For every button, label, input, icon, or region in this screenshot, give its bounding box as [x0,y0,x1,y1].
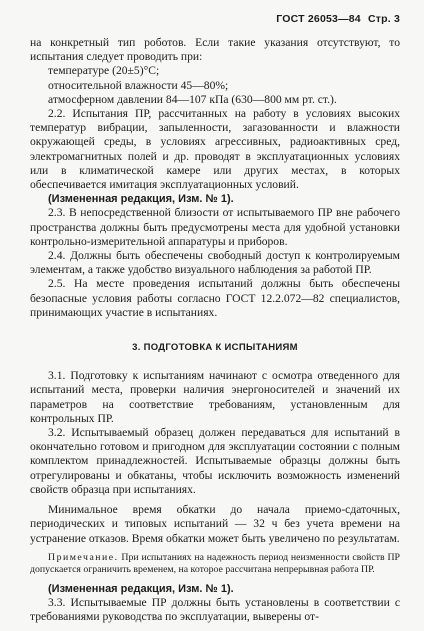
note-text: При испытаниях на надежность период неизменности свойств ПР допускается ограничить временем, на которое рассчитана непрерывная работа ПР. [30,551,400,575]
condition-temperature: температуре (20±5)°С; [48,64,160,78]
page-header [30,12,400,36]
note-label: Примечание. [48,551,119,563]
paragraph-2-2: 2.2. Испытания ПР, рассчитанных на работу в условиях высоких температур вибрации, запыленности, загазованности и влажности окружающей среды, в условиях агрессивных, радиоактивных сред, электромагнитных полей и др. проводят в эксплуатационных условиях или в климатической камере или других местах, в которых обеспечивается имитация эксплуатационных условий. [30,107,400,192]
section-title: 3. ПОДГОТОВКА К ИСПЫТАНИЯМ [132,342,298,354]
note [30,552,400,576]
paragraph-continuation: на конкретный тип роботов. Если такие указания отсутствуют, то испытания следует проводить при: [30,36,400,64]
standard-number: ГОСТ 26053—84 [276,13,361,25]
paragraph-2-4: 2.4. Должны быть обеспечены свободный доступ к контролируемым элементам, а также удобство визуального наблюдения за работой ПР. [30,249,400,277]
paragraph-3-3: 3.3. Испытываемые ПР должны быть установлены в соответствии с требованиями руководства по эксплуатации, выверены от- [30,595,400,624]
paragraph-minimum-run-in: Минимальное время обкатки до начала приемо-сдаточных, периодических и типовых испытаний — 32 ч без учета времени на устранение отказов. Время обкатки может быть увеличено по результатам. [30,503,400,545]
paragraph-3-2: 3.2. Испытываемый образец должен передаваться для испытаний в окончательно готовом и пригодном для эксплуатации состоянии с полным комплектом принадлежностей. Испытываемые образцы должны быть отрегулированы и обкатаны, чтобы исключить возможность изменений свойств образца при испытаниях. [30,426,400,496]
amendment-note: (Измененная редакция, Изм. № 1). [48,582,234,595]
amendment-note: (Измененная редакция, Изм. № 1). [48,193,234,206]
condition-humidity: относительной влажности 45—80%; [48,78,229,92]
page-number: Стр. 3 [367,13,400,25]
condition-pressure: атмосферном давлении 84—107 кПа (630—800 мм рт. ст.). [48,92,337,106]
document-body [30,36,400,624]
paragraph-2-3: 2.3. В непосредственной близости от испытываемого ПР вне рабочего пространства должны быть предусмотрены места для удобной установки контрольно-измерительной аппаратуры и приборов. [30,206,400,248]
paragraph-3-1: 3.1. Подготовку к испытаниям начинают с осмотра отведенного для испытаний места, проверки наличия энергоносителей и значений их параметров на соответствие требованиям, установленным для контрольных ПР. [30,369,400,425]
paragraph-2-5: 2.5. На месте проведения испытаний должны быть обеспечены безопасные условия работы согласно ГОСТ 12.2.072—82 специалистов, принимающих участие в испытаниях. [30,277,400,319]
